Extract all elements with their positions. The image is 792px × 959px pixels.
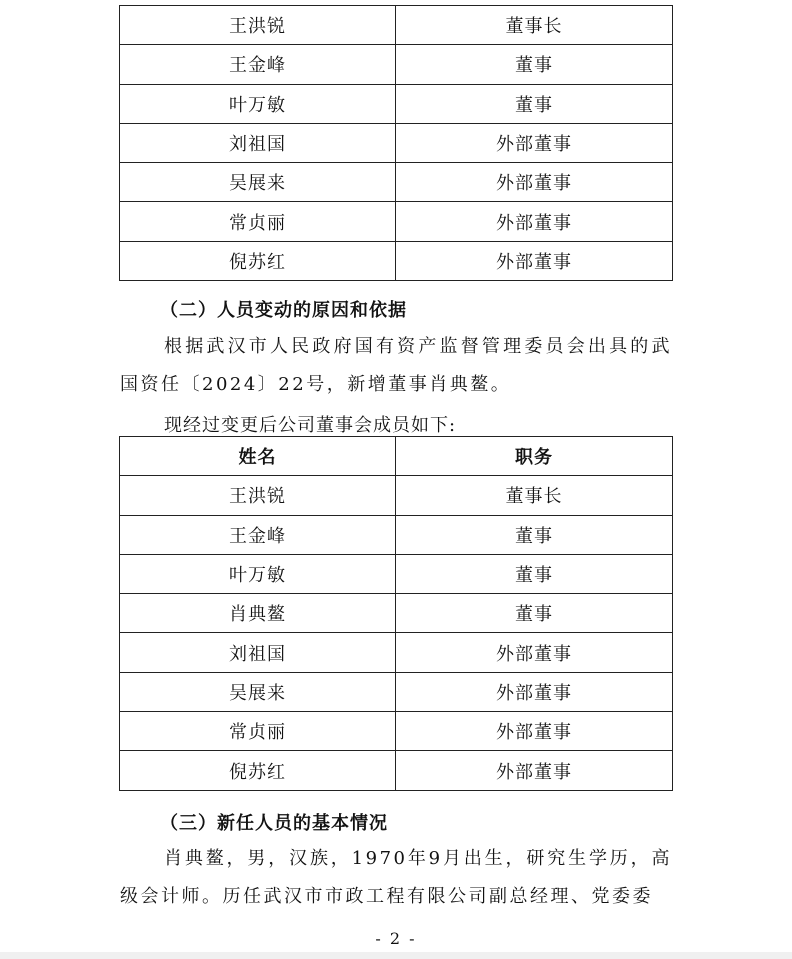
member-role: 董事	[396, 45, 673, 84]
member-name: 常贞丽	[120, 202, 396, 241]
member-name: 刘祖国	[120, 633, 396, 672]
member-role: 董事长	[396, 6, 673, 45]
column-header-name: 姓名	[120, 437, 396, 476]
member-role: 董事长	[396, 476, 673, 515]
member-name: 吴展来	[120, 672, 396, 711]
table-row	[120, 6, 673, 45]
member-role: 董事	[396, 84, 673, 123]
member-name: 常贞丽	[120, 712, 396, 751]
member-name: 王金峰	[120, 45, 396, 84]
member-role: 外部董事	[396, 241, 673, 280]
board-table-before	[119, 5, 673, 281]
member-name: 叶万敏	[120, 84, 396, 123]
table-row	[120, 241, 673, 280]
column-header-role: 职务	[396, 437, 673, 476]
table-header-row	[120, 437, 673, 476]
table-row	[120, 554, 673, 593]
table-row	[120, 45, 673, 84]
member-role: 外部董事	[396, 633, 673, 672]
table-row	[120, 712, 673, 751]
member-name: 倪苏红	[120, 751, 396, 790]
table-row	[120, 672, 673, 711]
page-bottom-edge	[0, 952, 792, 959]
table-row	[120, 633, 673, 672]
page-number: - 2 -	[375, 929, 417, 948]
member-name: 叶万敏	[120, 554, 396, 593]
member-role: 董事	[396, 515, 673, 554]
member-role: 董事	[396, 554, 673, 593]
table-row	[120, 84, 673, 123]
table-row	[120, 476, 673, 515]
member-role: 外部董事	[396, 202, 673, 241]
table-row	[120, 202, 673, 241]
member-role: 外部董事	[396, 163, 673, 202]
member-name: 吴展来	[120, 163, 396, 202]
section-heading-change-reason: （二）人员变动的原因和依据	[160, 300, 407, 321]
paragraph-change-basis: 根据武汉市人民政府国有资产监督管理委员会出具的武国资任〔2024〕22号，新增董事肖典鳌。	[120, 336, 672, 395]
table-row	[120, 123, 673, 162]
member-name: 王洪锐	[120, 6, 396, 45]
section-heading-new-member: （三）新任人员的基本情况	[160, 813, 388, 834]
table-row	[120, 751, 673, 790]
table-row	[120, 594, 673, 633]
member-role: 外部董事	[396, 751, 673, 790]
member-role: 外部董事	[396, 672, 673, 711]
member-name: 王金峰	[120, 515, 396, 554]
member-name: 倪苏红	[120, 241, 396, 280]
member-role: 外部董事	[396, 123, 673, 162]
board-table-after	[119, 436, 673, 791]
member-name: 王洪锐	[120, 476, 396, 515]
paragraph-new-member-bio: 肖典鳌，男，汉族，1970年9月出生，研究生学历，高级会计师。历任武汉市市政工程有限公司副总经理、党委委	[120, 848, 672, 907]
table-row	[120, 163, 673, 202]
member-role: 外部董事	[396, 712, 673, 751]
member-name: 刘祖国	[120, 123, 396, 162]
member-name: 肖典鳌	[120, 594, 396, 633]
member-role: 董事	[396, 594, 673, 633]
table-row	[120, 515, 673, 554]
paragraph-board-intro: 现经过变更后公司董事会成员如下:	[164, 415, 457, 436]
